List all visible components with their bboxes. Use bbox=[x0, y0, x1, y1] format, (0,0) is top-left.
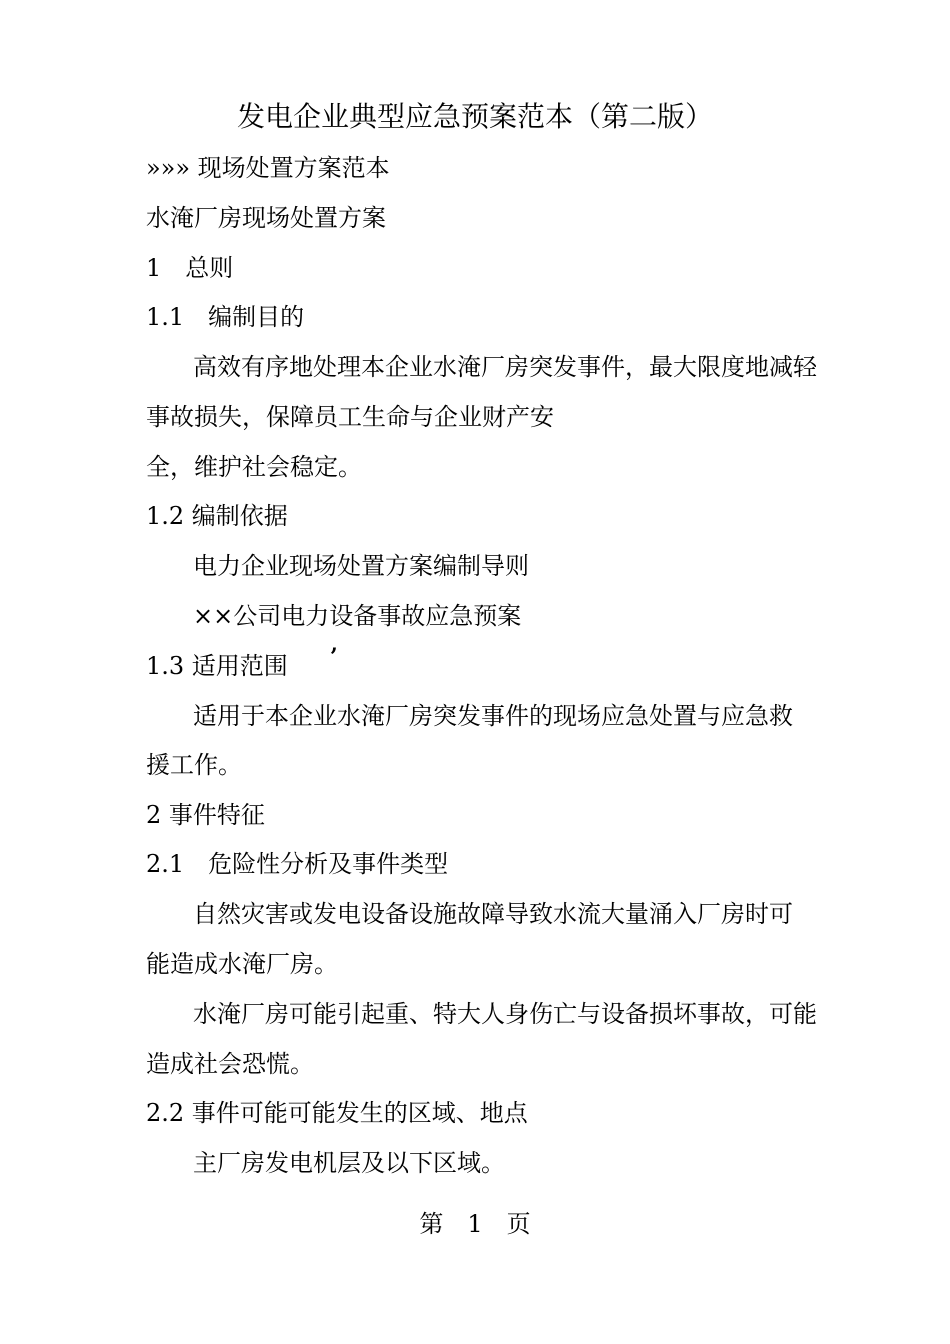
paragraph-line: 全，维护社会稳定。 bbox=[146, 453, 362, 481]
plan-title: 水淹厂房现场处置方案 bbox=[146, 204, 386, 232]
heading-1-2: 1.2 编制依据 bbox=[146, 502, 288, 530]
heading-2: 2 事件特征 bbox=[146, 801, 265, 829]
heading-1-1: 1.1 编制目的 bbox=[146, 303, 305, 331]
paragraph-line: 能造成水淹厂房。 bbox=[146, 950, 338, 978]
paragraph-line: 适用于本企业水淹厂房突发事件的现场应急处置与应急救 bbox=[193, 702, 793, 730]
document-title: 发电企业典型应急预案范本（第二版） bbox=[236, 100, 713, 133]
paragraph-line: 水淹厂房可能引起重、特大人身伤亡与设备损坏事故，可能 bbox=[193, 1000, 817, 1028]
paragraph-line: 事故损失，保障员工生命与企业财产安 bbox=[146, 403, 554, 431]
paragraph-line: 电力企业现场处置方案编制导则 bbox=[193, 552, 529, 580]
page-number: 第 1 页 bbox=[419, 1210, 531, 1238]
heading-2-1: 2.1 危险性分析及事件类型 bbox=[146, 850, 449, 878]
heading-2-2: 2.2 事件可能可能发生的区域、地点 bbox=[146, 1099, 528, 1127]
heading-1-3: 1.3 适用范围 bbox=[146, 652, 288, 680]
paragraph-line: 援工作。 bbox=[146, 751, 242, 779]
section-label: »»» 现场处置方案范本 bbox=[146, 154, 390, 182]
stray-mark: ’ bbox=[330, 644, 338, 670]
paragraph-line: 自然灾害或发电设备设施故障导致水流大量涌入厂房时可 bbox=[193, 900, 793, 928]
paragraph-line: 造成社会恐慌。 bbox=[146, 1050, 314, 1078]
heading-1: 1 总则 bbox=[146, 254, 234, 282]
paragraph-line: 主厂房发电机层及以下区域。 bbox=[193, 1149, 505, 1177]
paragraph-line: ××公司电力设备事故应急预案 bbox=[193, 602, 522, 630]
paragraph-line: 高效有序地处理本企业水淹厂房突发事件，最大限度地减轻 bbox=[193, 353, 817, 381]
